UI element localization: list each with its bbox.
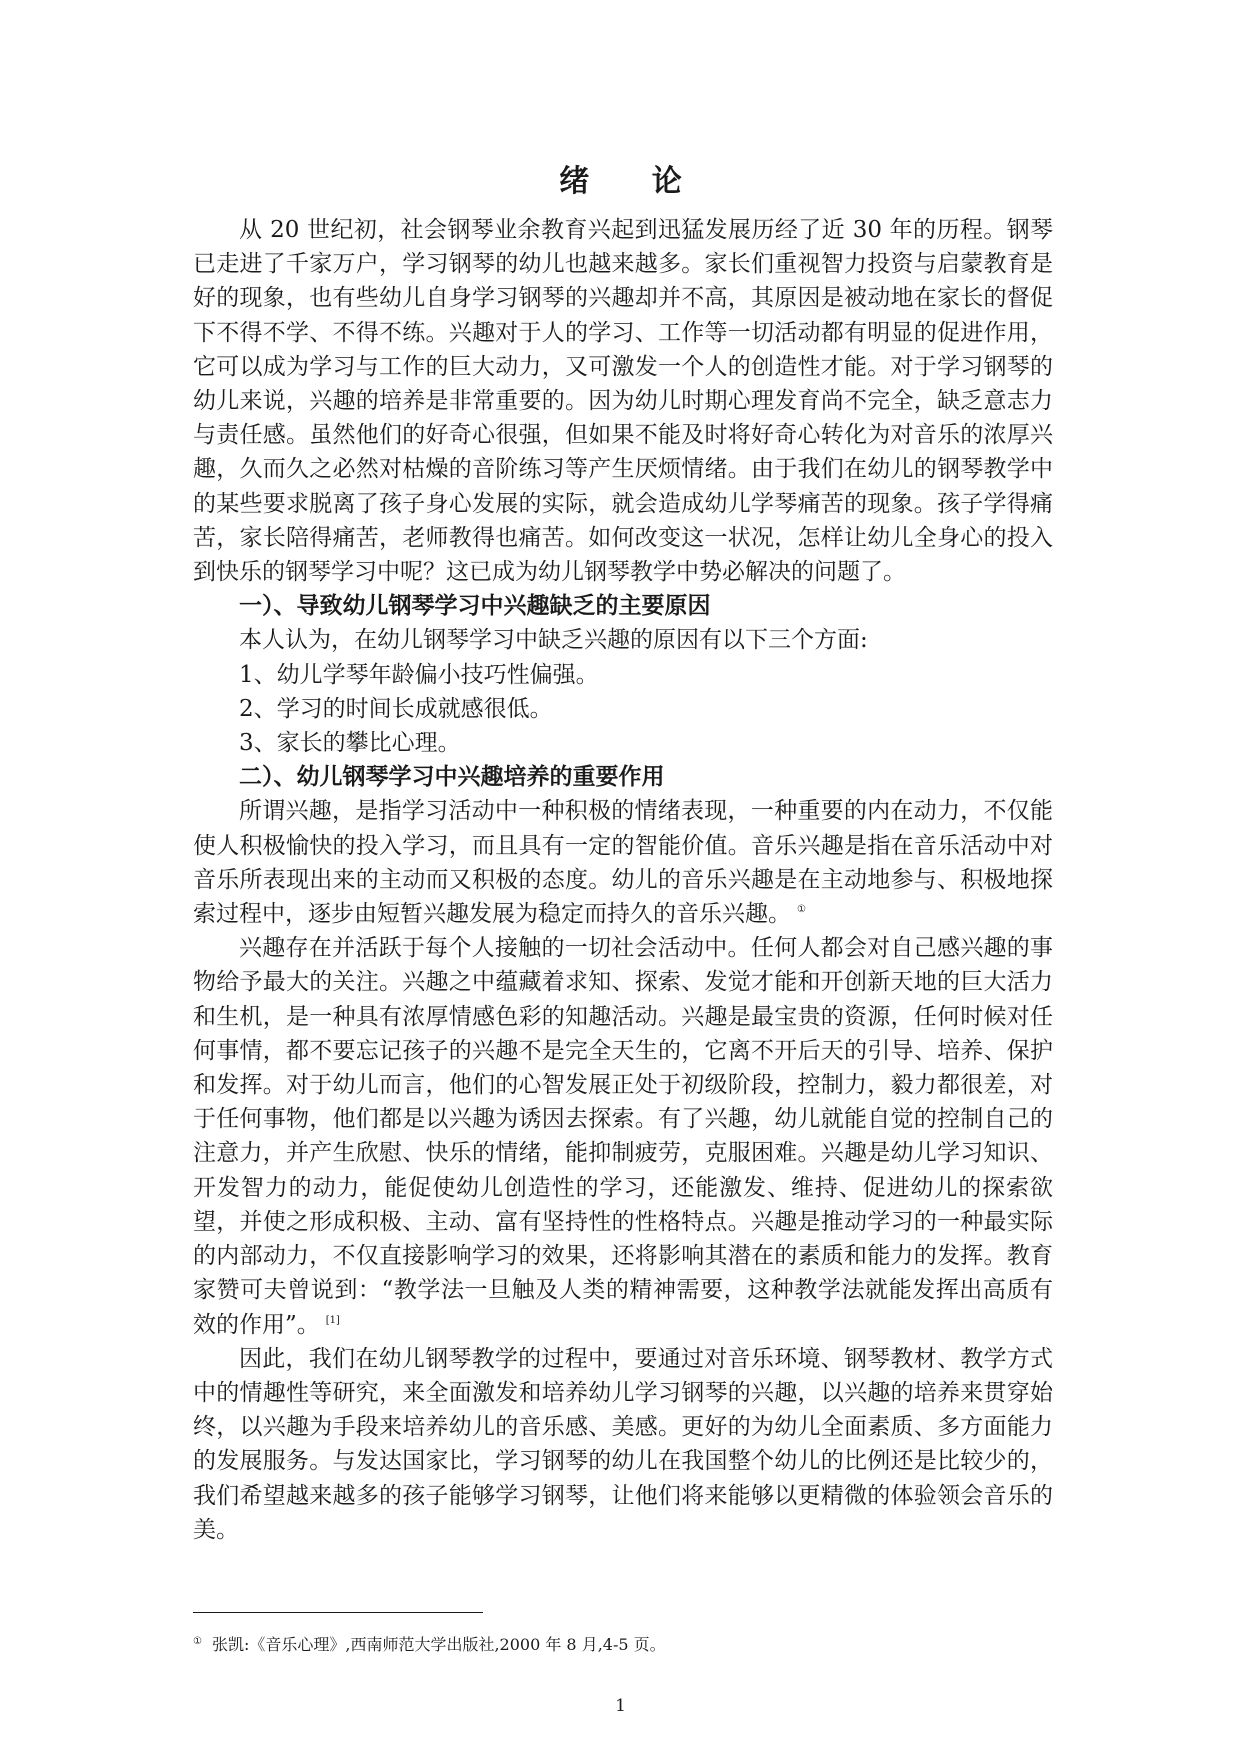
- section-2-paragraph-3: 因此，我们在幼儿钢琴教学的过程中，要通过对音乐环境、钢琴教材、教学方式中的情趣性等研究，来全面激发和培养幼儿学习钢琴的兴趣，以兴趣的培养来贯穿始终，以兴趣为手段来培养幼儿的音乐感、美感。更好的为幼儿全面素质、多方面能力的发展服务。与发达国家比，学习钢琴的幼儿在我国整个幼儿的比例还是比较少的，我们希望越来越多的孩子能够学习钢琴，让他们将来能够以更精微的体验领会音乐的美。: [193, 1345, 1053, 1543]
- citation-reference[interactable]: [1]: [325, 1314, 340, 1326]
- section-2-heading: 二）、幼儿钢琴学习中兴趣培养的重要作用: [239, 763, 665, 791]
- footnote-reference[interactable]: ①: [797, 904, 806, 916]
- section-1-lead: 本人认为，在幼儿钢琴学习中缺乏兴趣的原因有以下三个方面:: [239, 627, 868, 654]
- list-item: 3、家长的攀比心理。: [239, 730, 461, 757]
- page-title: 绪 论: [559, 164, 708, 199]
- footnote-mark: ①: [193, 1635, 202, 1647]
- footnote: [193, 1634, 666, 1656]
- intro-paragraph: 从 20 世纪初，社会钢琴业余教育兴起到迅猛发展历经了近 30 年的历程。钢琴已走进了千家万户，学习钢琴的幼儿也越来越多。家长们重视智力投资与启蒙教育是好的现象，也有些幼儿自身学习钢琴的兴趣却并不高，其原因是被动地在家长的督促下不得不学、不得不练。兴趣对于人的学习、工作等一切活动都有明显的促进作用，它可以成为学习与工作的巨大动力，又可激发一个人的创造性才能。对于学习钢琴的幼儿来说，兴趣的培养是非常重要的。因为幼儿时期心理发育尚不完全，缺乏意志力与责任感。虽然他们的好奇心很强，但如果不能及时将好奇心转化为对音乐的浓厚兴趣，久而久之必然对枯燥的音阶练习等产生厌烦情绪。由于我们在幼儿的钢琴教学中的某些要求脱离了孩子身心发展的实际，就会造成幼儿学琴痛苦的现象。孩子学得痛苦，家长陪得痛苦，老师教得也痛苦。如何改变这一状况，怎样让幼儿全身心的投入到快乐的钢琴学习中呢？这已成为幼儿钢琴教学中势必解决的问题了。: [193, 217, 1053, 586]
- section-2-paragraph-1: [193, 794, 1053, 931]
- section-1-heading: 一）、导致幼儿钢琴学习中兴趣缺乏的主要原因: [239, 592, 711, 620]
- section-2-paragraph-2: [193, 931, 1053, 1341]
- footnote-text: 张凯:《音乐心理》,西南师范大学出版社,2000 年 8 月,4-5 页。: [211, 1635, 666, 1654]
- body-text: [193, 213, 1053, 1547]
- paragraph-text: 兴趣存在并活跃于每个人接触的一切社会活动中。任何人都会对自己感兴趣的事物给予最大的关注。兴趣之中蕴藏着求知、探索、发觉才能和开创新天地的巨大活力和生机，是一种具有浓厚情感色彩的知趣活动。兴趣是最宝贵的资源，任何时候对任何事情，都不要忘记孩子的兴趣不是完全天生的，它离不开后天的引导、培养、保护和发挥。对于幼儿而言，他们的心智发展正处于初级阶段，控制力，毅力都很差，对于任何事物，他们都是以兴趣为诱因去探索。有了兴趣，幼儿就能自觉的控制自己的注意力，并产生欣慰、快乐的情绪，能抑制疲劳，克服困难。兴趣是幼儿学习知识、开发智力的动力，能促使幼儿创造性的学习，还能激发、维持、促进幼儿的探索欲望，并使之形成积极、主动、富有坚持性的性格特点。兴趣是推动学习的一种最实际的内部动力，不仅直接影响学习的效果，还将影响其潜在的素质和能力的发挥。教育家赞可夫曾说到：“教学法一旦触及人类的精神需要，这种教学法就能发挥出高质有效的作用”。: [193, 935, 1053, 1338]
- footnote-divider: [193, 1612, 483, 1613]
- list-item: 1、幼儿学琴年龄偏小技巧性偏强。: [239, 661, 599, 688]
- paragraph-text: 所谓兴趣，是指学习活动中一种积极的情绪表现，一种重要的内在动力，不仅能使人积极愉快的投入学习，而且具有一定的智能价值。音乐兴趣是指在音乐活动中对音乐所表现出来的主动而又积极的态度。幼儿的音乐兴趣是在主动地参与、积极地探索过程中，逐步由短暂兴趣发展为稳定而持久的音乐兴趣。: [193, 798, 1053, 928]
- list-item: 2、学习的时间长成就感很低。: [239, 695, 553, 722]
- page-number: 1: [615, 1696, 626, 1716]
